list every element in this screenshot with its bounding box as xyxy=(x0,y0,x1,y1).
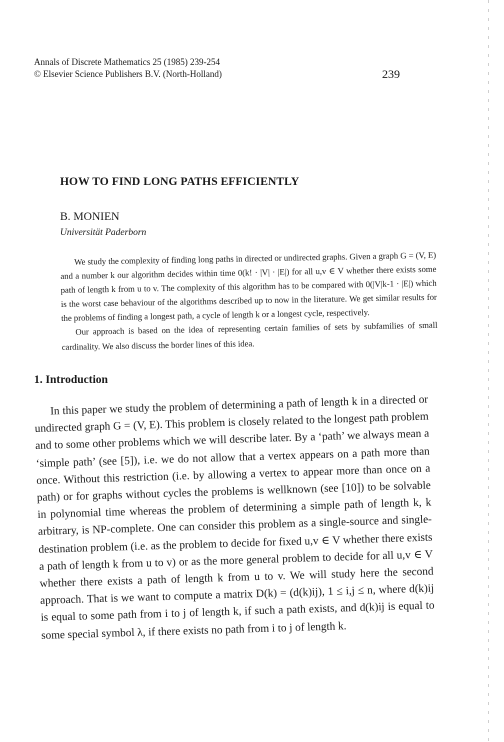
scan-edge-divider xyxy=(488,0,489,742)
publisher-line: © Elsevier Science Publishers B.V. (North-Holland) xyxy=(34,69,222,79)
abstract xyxy=(60,248,438,354)
body-paragraph: In this paper we study the problem of determining a path of length k in a directed or undirected graph G = (V, E). This problem is closely related to the longest path problem and to some other problems which we will describe later. By a ‘path’ we always mean a ‘simple path’ (see [5]), i.e. we do not allow that a vertex appears on a path more than once. Without this restriction (i.e. by allowing a vertex to appear more than once on a path) or for graphs without cycles the problems is wellknown (see [10]) to be solvable in polynomial time whereas the problem of determining a simple path of length k, k arbitrary, is NP-complete. One can consider this problem as a single-source and single-destination problem (i.e. as the problem to decide for fixed u,v ∈ V whether there exists a path of length k from u to v) or as the more general problem to decide for all u,v ∈ V whether there exists a path of length k from u to v. We will study here the second approach. That is we want to compute a matrix D(k) = (d(k)ij), 1 ≤ i,j ≤ n, where d(k)ij is equal to some path from i to j of length k, if such a path exists, and d(k)ij is equal to some special symbol λ, if there exists no path from i to j of length k. xyxy=(34,393,435,642)
journal-header xyxy=(34,56,222,80)
body-text xyxy=(34,392,435,645)
paper-title: HOW TO FIND LONG PATHS EFFICIENTLY xyxy=(60,176,300,188)
journal-citation: Annals of Discrete Mathematics 25 (1985) 239-254 xyxy=(34,57,220,67)
section-heading: 1. Introduction xyxy=(34,374,108,386)
abstract-paragraph-1: We study the complexity of finding long paths in directed or undirected graphs. Given a graph G = (V, E) and a number k our algorithm decides within time 0(k! · |V| · |E|) for all u,v ∈ V whether there exists some path of length k from u to v. The complexity of this algorithm has to be compared with 0(|V|k-1 · |E|) which is the worst case behaviour of the algorithms described up to now in the literature. We get similar results for the problems of finding a longest path, a cycle of length k or a longest cycle, respectively. xyxy=(60,249,437,324)
abstract-paragraph-2: Our approach is based on the idea of representing certain families of sets by subfamilies of small cardinality. We also discuss the border lines of this idea. xyxy=(61,320,438,352)
author-name: B. MONIEN xyxy=(60,211,120,223)
author-affiliation: Universität Paderborn xyxy=(60,228,147,238)
page-number: 239 xyxy=(382,67,400,81)
